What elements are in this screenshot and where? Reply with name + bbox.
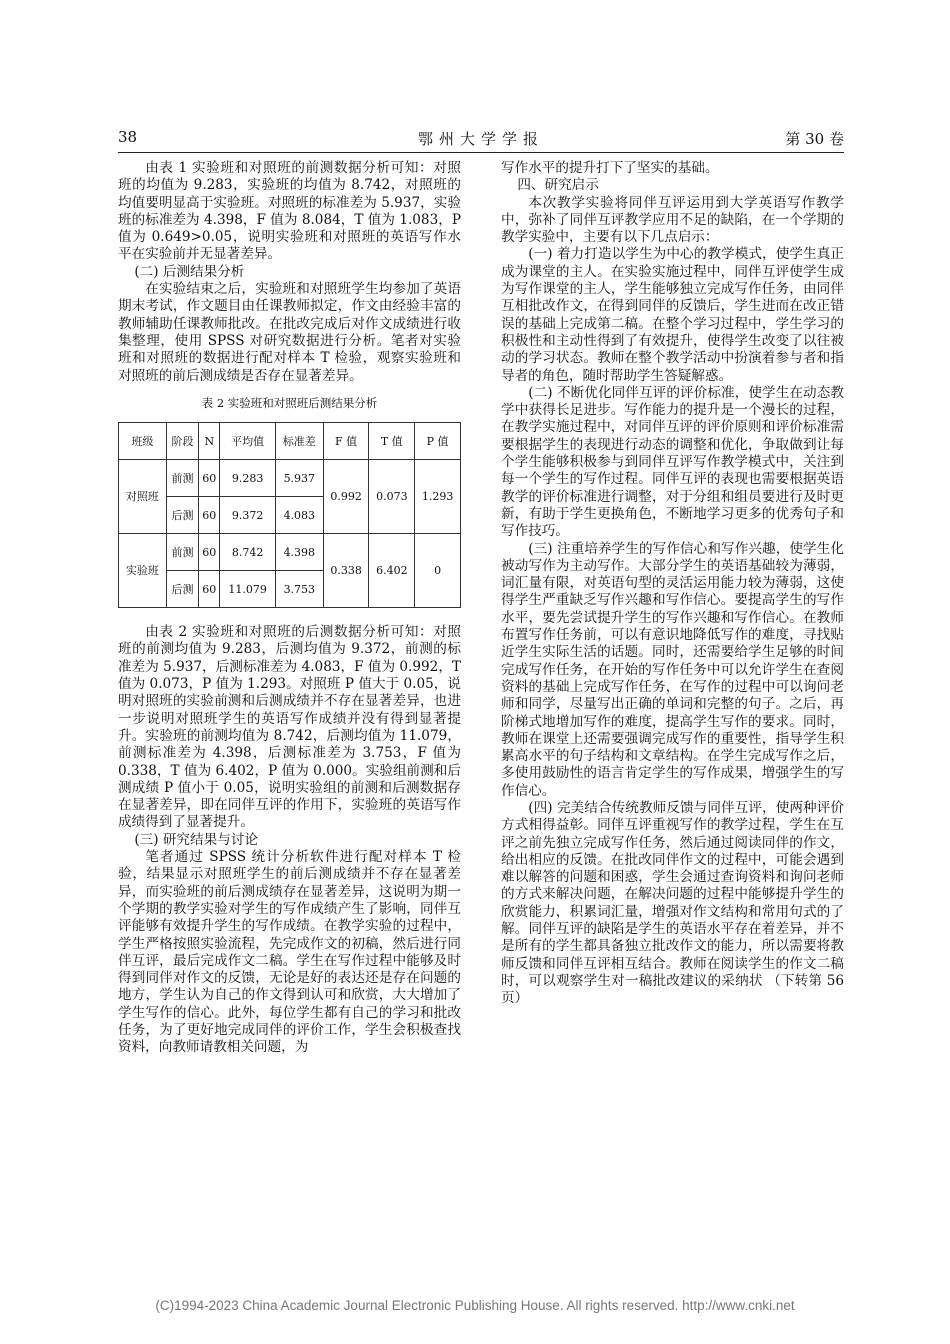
right-column: [501, 160, 844, 1008]
table-cell: 60: [199, 460, 220, 497]
table-header-row: [119, 423, 461, 460]
table-cell: 4.083: [275, 497, 323, 534]
left-column: [118, 160, 461, 1057]
table-header: F 值: [323, 423, 369, 460]
table-header: 平均值: [220, 423, 276, 460]
table-cell: 11.079: [220, 571, 276, 608]
results-table: [118, 422, 461, 608]
paragraph-text: (四) 完美结合传统教师反馈与同伴互评，使两种评价方式相得益彰。同伴互评重视写作的教学过程，学生在互评之前先独立完成写作任务，然后通过阅读同伴的作文，给出相应的反馈。在批改同伴作文的过程中，可能会遇到难以解答的问题和困惑，学生会通过查询资料和询问老师的方式来解决问题，在解决问题的过程中能够提升学生的欣赏能力，积累词汇量，增强对作文结构和常用句式的了解。同伴互评的缺陷是学生的英语水平存在着差异，并不是所有的学生都具备独立批改作文的能力，所以需要将教师反馈和同伴互评相互结合。教师在阅读学生的作文二稿时，可以观察学生对一稿批改建议的采纳状: [501, 799, 844, 989]
table-cell: 9.372: [220, 497, 276, 534]
table-header: T 值: [369, 423, 415, 460]
table-cell: 后测: [166, 571, 198, 608]
table-cell: 60: [199, 534, 220, 571]
table-caption: 表 2 实验班和对照班后测结果分析: [201, 395, 378, 410]
table-row: [119, 460, 461, 497]
paragraph: 写作水平的提升打下了坚实的基础。: [501, 160, 719, 176]
page-number: 38: [118, 128, 138, 146]
paragraph: 由表 1 实验班和对照班的前测数据分析可知：对照班的均值为 9.283，实验班的均值为 8.742，对照班的均值要明显高于实验班。对照班的标准差为 5.937，实验班的标准差为 4.398，F 值为 8.084，T 值为 1.083，P 值为 0.649>0.05，说明实验班和对照班的英语写作水平在实验前并无显著差异。: [118, 160, 461, 263]
table-cell: 8.742: [220, 534, 276, 571]
volume-label: 第 30 卷: [785, 130, 844, 148]
journal-title: 鄂州大学学报: [418, 130, 545, 148]
paragraph: 本次教学实验将同伴互评运用到大学英语写作教学中，弥补了同伴互评教学应用不足的缺陷，在一个学期的教学实验中，主要有以下几点启示：: [501, 194, 844, 246]
table-cell: 前测: [166, 534, 198, 571]
table-cell: 5.937: [275, 460, 323, 497]
table-row: [119, 534, 461, 571]
table-header: 班级: [119, 423, 167, 460]
table-cell: 后测: [166, 497, 198, 534]
table-header: 标准差: [275, 423, 323, 460]
table-cell: 60: [199, 497, 220, 534]
table-cell: 0.992: [323, 460, 369, 534]
paragraph: (三) 注重培养学生的写作信心和写作兴趣，使学生化被动写作为主动写作。大部分学生的英语基础较为薄弱，词汇量有限，对英语句型的灵活运用能力较为薄弱，这使得学生严重缺乏写作兴趣和写作信心。要提高学生的写作水平，要先尝试提升学生的写作兴趣和写作信心。在教师布置写作任务前，可以有意识地降低写作的难度，寻找贴近学生实际生活的话题。同时，还需要给学生足够的时间完成写作任务，在开始的写作任务中可以允许学生在查阅资料的基础上完成写作任务，在写作的过程中可以询问老师和同学，尽量写出正确的单词和完整的句子。之后，再阶梯式地增加写作的难度，提高学生写作的要求。同时，教师在课堂上还需要强调完成写作的重要性，指导学生积累高水平的句子结构和文章结构。在学生完成写作之后，多使用鼓励性的语言肯定学生的写作成果，增强学生的写作信心。: [501, 540, 844, 799]
table-cell: 0.338: [323, 534, 369, 608]
table-header: N: [199, 423, 220, 460]
section-heading: (三) 研究结果与讨论: [134, 831, 258, 848]
table-cell: 前测: [166, 460, 198, 497]
running-header: [118, 128, 844, 153]
copyright-footer: (C)1994-2023 China Academic Journal Electronic Publishing House. All rights reserved. http://www.cnki.net: [155, 1298, 795, 1313]
paragraph: (二) 不断优化同伴互评的评价标准，使学生在动态教学中获得长足进步。写作能力的提升是一个漫长的过程，在教学实施过程中，对同伴互评的评价原则和评价标准需要根据学生的表现进行动态的调整和优化，争取做到让每个学生能够积极参与到同伴互评写作教学模式中，关注到每一个学生的写作过程。同伴互评的表现也需要根据英语教学的评价标准进行调整，对于分组和组员要进行及时更新，有助于学生更换角色，不断地学习更多的优秀句子和写作技巧。: [501, 384, 844, 540]
paragraph: 由表 2 实验班和对照班的后测数据分析可知：对照班的前测均值为 9.283，后测均值为 9.372，前测的标准差为 5.937，后测标准差为 4.083，F 值为 0.992，T 值为 0.073，P 值为 1.293。对照班 P 值大于 0.05，说明对照班的实验前测和后测成绩并不存在显著差异，也进一步说明对照班学生的英语写作成绩并没有得到显著提升。实验班的前测均值为 8.742，后测均值为 11.079，前测标准差为 4.398，后测标准差为 3.753，F 值为 0.338，T 值为 6.402，P 值为 0.000。实验组前测和后测成绩 P 值小于 0.05，说明实验组的前测和后测数据存在显著差异，即在同伴互评的作用下，实验班的英语写作成绩得到了显著提升。: [118, 624, 461, 831]
table-header: P 值: [415, 423, 461, 460]
section-heading: 四、研究启示: [517, 177, 599, 194]
table-cell: 3.753: [275, 571, 323, 608]
paragraph: (一) 着力打造以学生为中心的教学模式，使学生真正成为课堂的主人。在实验实施过程中，同伴互评使学生成为写作课堂的主人，学生能够独立完成写作任务，由同伴互相批改作文，在得到同伴的反馈后，学生进而在改正错误的基础上完成第二稿。在整个学习过程中，学生学习的积极性和主动性得到了有效提升，使得学生改变了以往被动的学习状态。教师在整个教学活动中扮演着参与者和指导者的角色，随时帮助学生答疑解惑。: [501, 246, 844, 384]
table-cell: 60: [199, 571, 220, 608]
table-cell: 0.073: [369, 460, 415, 534]
table-cell: 6.402: [369, 534, 415, 608]
section-heading: (二) 后测结果分析: [134, 263, 245, 280]
paragraph: [501, 800, 844, 1008]
table-cell: 对照班: [119, 460, 167, 534]
table-cell: 4.398: [275, 534, 323, 571]
table-cell: 1.293: [415, 460, 461, 534]
table-header: 阶段: [166, 423, 198, 460]
continued-note: （下转第 56 页）: [501, 972, 844, 1007]
table-cell: 9.283: [220, 460, 276, 497]
table-cell: 实验班: [119, 534, 167, 608]
paragraph: 笔者通过 SPSS 统计分析软件进行配对样本 T 检验，结果显示对照班学生的前后测成绩并不存在显著差异，而实验班的前后测成绩存在显著差异，这说明为期一个学期的教学实验对学生的写作成绩产生了影响，同伴互评能够有效提升学生的写作成绩。在教学实验的过程中，学生严格按照实验流程，先完成作文的初稿，然后进行同伴互评，最后完成作文二稿。学生在写作过程中能够及时得到同伴对作文的反馈，无论是好的表达还是存在问题的地方，学生认为自己的作文得到认可和欣赏，大大增加了学生写作的信心。此外，每位学生都有自己的学习和批改任务，为了更好地完成同伴的评价工作，学生会积极查找资料，向教师请教相关问题，为: [118, 849, 461, 1056]
paragraph: 在实验结束之后，实验班和对照班学生均参加了英语期末考试，作文题目由任课教师拟定，作文由经验丰富的教师辅助任课教师批改。在批改完成后对作文成绩进行收集整理，使用 SPSS 对研究数据进行分析。笔者对实验班和对照班的数据进行配对样本 T 检验，观察实验班和对照班的前后测成绩是否存在显著差异。: [118, 281, 461, 384]
table-cell: 0: [415, 534, 461, 608]
